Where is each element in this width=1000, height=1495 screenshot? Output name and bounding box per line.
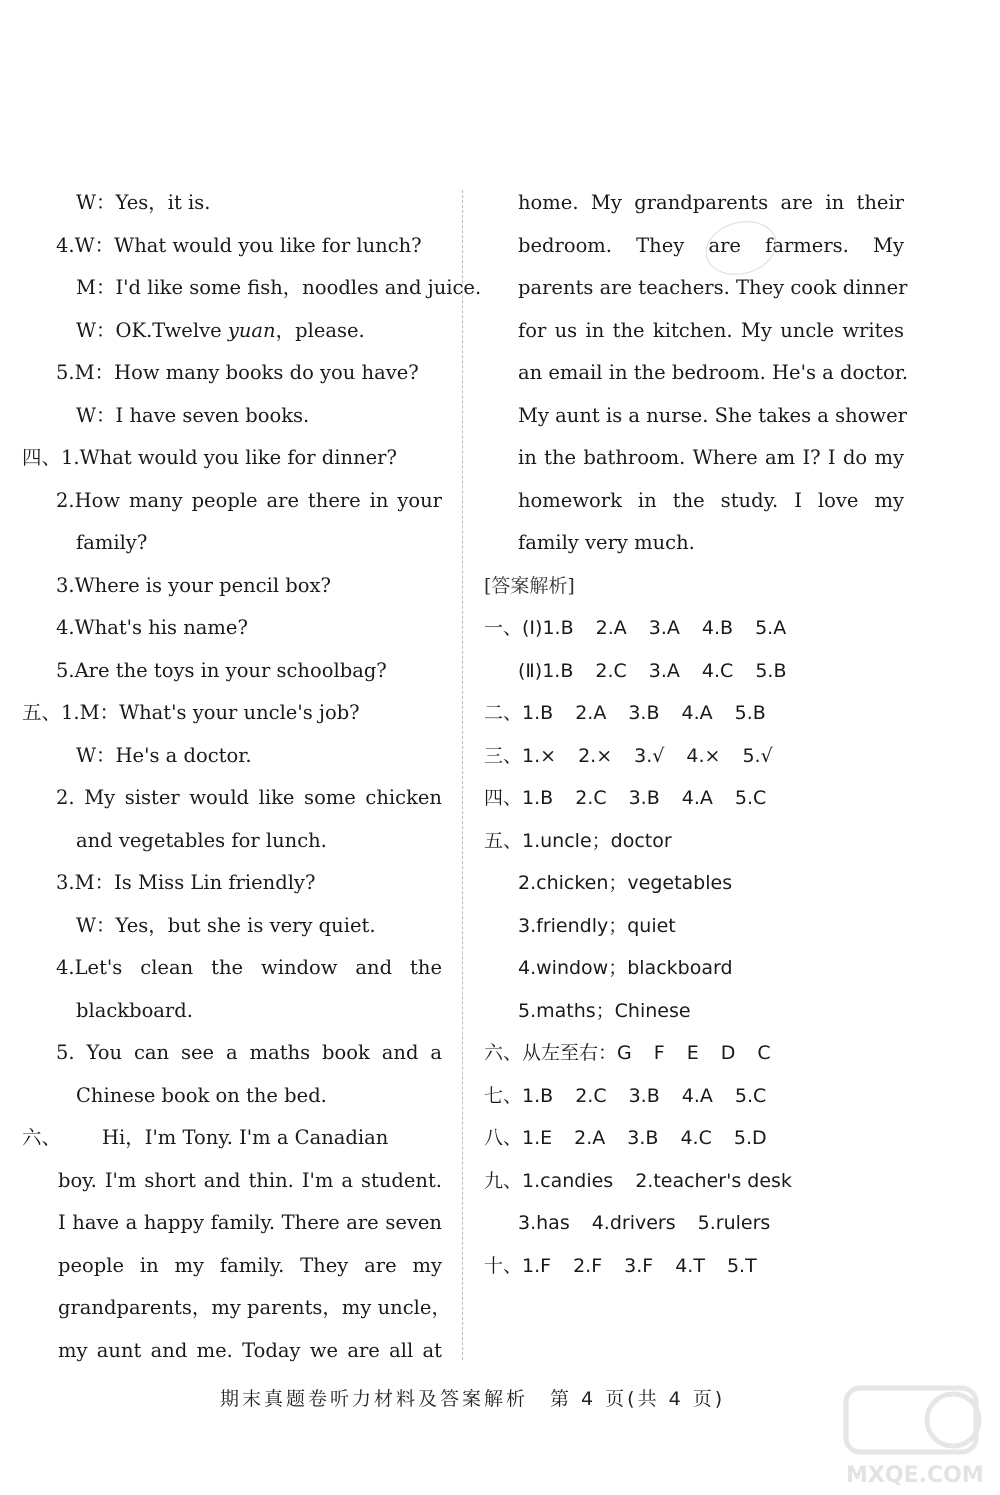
answer-row [484, 905, 904, 948]
column-divider [462, 190, 463, 1360]
passage-line: in the bathroom. Where am I? I do my [518, 446, 904, 469]
answer-item: 1.B [542, 617, 574, 639]
answer-label: 九、 [484, 1169, 523, 1192]
answer-item: 2.teacher's desk [635, 1169, 792, 1192]
answer-item: 2.× [578, 744, 613, 767]
answer-item: D [720, 1042, 736, 1064]
passage-line: an email in the bedroom. He's a doctor. [518, 361, 909, 384]
answer-item: 4.drivers [591, 1212, 676, 1234]
answer-row [484, 1117, 904, 1160]
answer-item: 2.C [595, 659, 627, 682]
text-line: boy. I'm short and thin. I'm a student. [58, 1168, 442, 1192]
answer-item: 1.B [522, 787, 554, 809]
answer-item: 2.F [573, 1254, 603, 1277]
answer-item: 3.√ [634, 744, 665, 767]
answer-label: 二、 [484, 702, 523, 724]
answer-item: 3.friendly；quiet [518, 914, 676, 937]
passage-line: homework in the study. I love my [518, 488, 904, 512]
text-line: 5. You can see a maths book and a [56, 1041, 442, 1064]
text-line: 5.Are the toys in your schoolbag? [56, 658, 387, 682]
answer-item: 3.B [628, 787, 660, 809]
answer-item: 1.candies [522, 1169, 614, 1192]
answer-label: 六、从左至右： [484, 1042, 618, 1064]
answer-row [484, 735, 904, 778]
text-line: 2. My sister would like some chicken [56, 786, 442, 809]
answer-item: 2.chicken；vegetables [518, 872, 733, 894]
answer-item: 5.A [755, 617, 787, 639]
answer-label: 四、 [484, 787, 523, 809]
answer-row [484, 692, 904, 735]
passage-line: parents are teachers. They cook dinner [518, 276, 908, 299]
right-column [484, 182, 909, 1287]
answer-item: 2.A [574, 1127, 606, 1149]
answer-row [484, 1075, 904, 1118]
answer-item: F [653, 1042, 665, 1064]
answer-item: 5.rulers [697, 1212, 771, 1234]
text-line: Chinese book on the bed. [76, 1083, 327, 1107]
text-line: 3.Where is your pencil box? [56, 573, 331, 597]
text-line: people in my family. They are my [58, 1253, 442, 1277]
text-line: family? [76, 531, 148, 554]
answer-item: 1.B [522, 1084, 554, 1107]
answer-item: 5.√ [742, 744, 773, 767]
answer-row [484, 1202, 904, 1245]
answer-item: 5.B [734, 702, 766, 724]
answer-item: 3.B [627, 1127, 659, 1149]
answer-item: 3.F [624, 1254, 654, 1277]
answer-label: 一、(Ⅰ) [484, 617, 543, 639]
text-line: W：Yes，but she is very quiet. [76, 913, 376, 937]
text-line: grandparents，my parents，my uncle， [58, 1296, 451, 1319]
answer-item: C [757, 1042, 771, 1064]
text-line: 3.M：Is Miss Lin friendly? [56, 871, 316, 894]
answer-item: 2.A [575, 702, 607, 724]
answer-label: 七、 [484, 1084, 523, 1107]
answer-item: 4.C [701, 659, 734, 682]
answer-item: 1.B [522, 702, 554, 724]
answer-title: [答案解析] [484, 574, 575, 597]
answer-item: 4.A [681, 787, 713, 809]
answer-item: 4.A [681, 702, 713, 724]
passage-line: My aunt is a nurse. She takes a shower [518, 403, 907, 427]
passage-line: family very much. [518, 531, 695, 554]
answer-item: 3.B [628, 1084, 660, 1107]
text-segment: W：OK.Twelve [76, 318, 228, 342]
text-line: 4.What's his name? [56, 616, 248, 639]
watermark-text: MXQE.COM [846, 1463, 984, 1488]
text-line [22, 310, 442, 353]
text-line: 5.M：How many books do you have? [56, 361, 419, 384]
watermark-logo [838, 1380, 988, 1490]
answer-row [484, 607, 904, 650]
answer-row [484, 862, 904, 905]
passage-line: bedroom. They are farmers. My [518, 233, 904, 257]
answer-item: 2.A [595, 617, 627, 639]
answer-row [484, 1032, 904, 1075]
answer-item: 5.T [726, 1254, 757, 1277]
answer-item: 2.C [575, 787, 607, 809]
text-line: W：Yes，it is. [76, 191, 211, 214]
answer-label: 八、 [484, 1127, 523, 1149]
text-line: M：I'd like some fish，noodles and juice. [76, 276, 482, 299]
answer-item: 4.× [686, 744, 721, 767]
answer-row [484, 1160, 904, 1203]
answer-item: 4.A [681, 1084, 713, 1107]
answer-item: 5.D [733, 1127, 767, 1149]
answer-item: 1.F [522, 1254, 552, 1277]
answer-label: 十、 [484, 1254, 523, 1277]
section-4-line: 四、1.What would you like for dinner? [22, 446, 397, 469]
passage-line: home. My grandparents are in their [518, 191, 904, 214]
answer-item: 3.A [648, 659, 680, 682]
section-6-label: 六、 [22, 1126, 62, 1149]
section-5-line: 五、1.M：What's your uncle's job? [22, 701, 360, 724]
passage-line: for us in the kitchen. My uncle writes [518, 318, 904, 342]
answer-item: 5.B [755, 659, 787, 682]
answer-item: 1.× [522, 744, 557, 767]
text-segment-italic: yuan [227, 318, 276, 342]
answer-item: 5.maths；Chinese [518, 999, 691, 1022]
answer-row [484, 777, 904, 820]
answer-label: (Ⅱ) [518, 659, 543, 682]
answer-row [484, 820, 904, 863]
answer-item: 4.B [701, 617, 734, 639]
answer-item: 4.window；blackboard [518, 957, 733, 979]
text-line: 2.How many people are there in your [56, 488, 442, 512]
text-line: I have a happy family. There are seven [58, 1211, 442, 1234]
answer-item: 4.C [680, 1127, 712, 1149]
page-footer: 期末真题卷听力材料及答案解析 第 4 页(共 4 页) [220, 1388, 726, 1410]
text-line: and vegetables for lunch. [76, 828, 327, 852]
answer-item: 1.E [522, 1127, 553, 1149]
answer-item: 4.T [675, 1254, 705, 1277]
answer-item: 5.C [734, 787, 767, 809]
text-line: W：He's a doctor. [76, 743, 252, 767]
answer-item: 2.C [575, 1084, 607, 1107]
answer-item: 3.A [648, 617, 680, 639]
text-line: 4.Let's clean the window and the [56, 956, 442, 979]
answer-row [484, 650, 904, 693]
answer-item: 1.B [542, 659, 574, 682]
text-line: my aunt and me. Today we are all at [58, 1338, 442, 1362]
left-column [22, 182, 482, 1372]
text-segment: ，please. [275, 318, 365, 342]
answer-item: 3.B [628, 702, 660, 724]
answer-item: 3.has [518, 1212, 570, 1234]
answer-label: 五、 [484, 829, 523, 852]
answer-label: 三、 [484, 744, 523, 767]
section-6-line [22, 1117, 442, 1160]
text-line: W：I have seven books. [76, 403, 310, 427]
answer-item: E [686, 1042, 699, 1064]
answer-item: 5.C [734, 1084, 767, 1107]
text-line: blackboard. [76, 998, 193, 1022]
answer-item: 1.uncle；doctor [522, 829, 672, 852]
text-line: 4.W：What would you like for lunch? [56, 233, 422, 257]
answer-row [484, 990, 904, 1033]
answer-item: G [617, 1042, 632, 1064]
text-segment: Hi，I'm Tony. I'm a Canadian [102, 1126, 389, 1149]
answer-row [484, 1245, 904, 1288]
answer-list [484, 607, 904, 1287]
answer-row [484, 947, 904, 990]
